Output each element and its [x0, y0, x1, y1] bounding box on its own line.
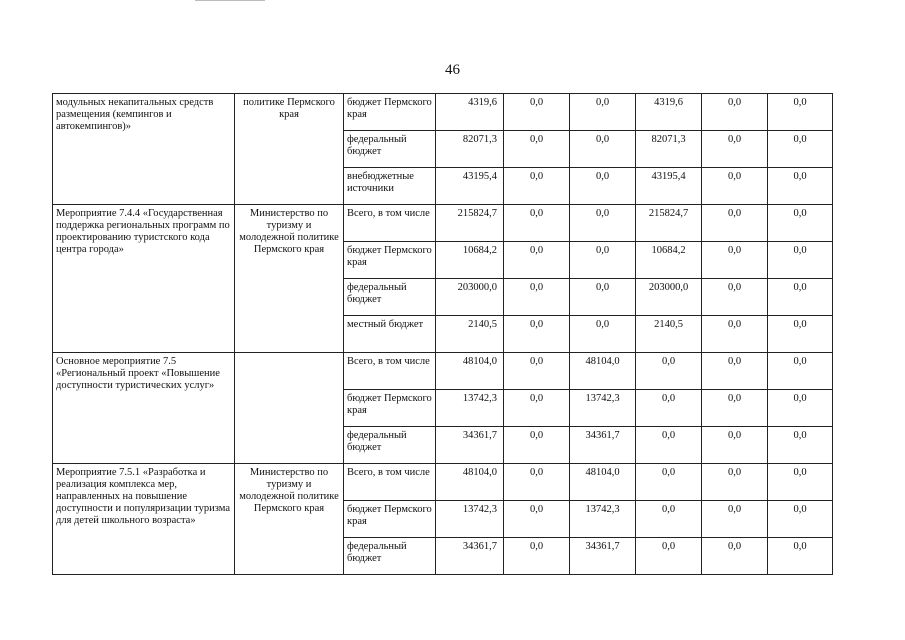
executor-cell: политике Пермского края: [235, 94, 344, 205]
amount-cell: 0,0: [768, 94, 833, 131]
amount-cell: 0,0: [504, 131, 570, 168]
amount-cell: 0,0: [702, 242, 768, 279]
amount-cell: 0,0: [636, 538, 702, 575]
amount-cell: 0,0: [768, 168, 833, 205]
amount-cell: 82071,3: [436, 131, 504, 168]
funding-source-cell: местный бюджет: [344, 316, 436, 353]
funding-source-cell: Всего, в том числе: [344, 464, 436, 501]
amount-cell: 0,0: [570, 316, 636, 353]
amount-cell: 2140,5: [636, 316, 702, 353]
scan-artifact-line: [195, 0, 265, 1]
amount-cell: 0,0: [570, 131, 636, 168]
executor-cell: Министерство по туризму и молодежной политике Пермского края: [235, 205, 344, 353]
amount-cell: 0,0: [636, 390, 702, 427]
activity-name-cell: Мероприятие 7.5.1 «Разработка и реализация комплекса мер, направленных на повышение доступности и популяризации туризма для детей школьного возраста»: [53, 464, 235, 575]
amount-cell: 0,0: [570, 94, 636, 131]
amount-cell: 0,0: [570, 242, 636, 279]
amount-cell: 0,0: [504, 538, 570, 575]
amount-cell: 82071,3: [636, 131, 702, 168]
activity-name-cell: Основное мероприятие 7.5 «Региональный проект «Повышение доступности туристических услуг»: [53, 353, 235, 464]
executor-cell: Министерство по туризму и молодежной политике Пермского края: [235, 464, 344, 575]
amount-cell: 0,0: [570, 205, 636, 242]
amount-cell: 4319,6: [436, 94, 504, 131]
amount-cell: 10684,2: [436, 242, 504, 279]
amount-cell: 0,0: [702, 390, 768, 427]
amount-cell: 0,0: [702, 205, 768, 242]
amount-cell: 0,0: [702, 464, 768, 501]
amount-cell: 0,0: [702, 501, 768, 538]
amount-cell: 0,0: [504, 242, 570, 279]
amount-cell: 13742,3: [570, 390, 636, 427]
table-row: [53, 94, 833, 131]
funding-source-cell: бюджет Пермского края: [344, 390, 436, 427]
amount-cell: 0,0: [570, 279, 636, 316]
amount-cell: 34361,7: [570, 427, 636, 464]
amount-cell: 0,0: [570, 168, 636, 205]
amount-cell: 203000,0: [436, 279, 504, 316]
funding-source-cell: федеральный бюджет: [344, 427, 436, 464]
page-number: 46: [445, 62, 460, 78]
amount-cell: 0,0: [702, 316, 768, 353]
funding-source-cell: бюджет Пермского края: [344, 501, 436, 538]
amount-cell: 4319,6: [636, 94, 702, 131]
activity-name-cell: Мероприятие 7.4.4 «Государственная поддержка региональных программ по проектированию туристского кода центра города»: [53, 205, 235, 353]
funding-source-cell: федеральный бюджет: [344, 538, 436, 575]
amount-cell: 10684,2: [636, 242, 702, 279]
funding-source-cell: федеральный бюджет: [344, 279, 436, 316]
funding-source-cell: Всего, в том числе: [344, 353, 436, 390]
budget-table: [52, 93, 833, 575]
amount-cell: 0,0: [768, 353, 833, 390]
amount-cell: 2140,5: [436, 316, 504, 353]
amount-cell: 215824,7: [436, 205, 504, 242]
amount-cell: 0,0: [504, 427, 570, 464]
amount-cell: 0,0: [504, 205, 570, 242]
amount-cell: 0,0: [636, 353, 702, 390]
amount-cell: 0,0: [768, 538, 833, 575]
amount-cell: 0,0: [768, 205, 833, 242]
amount-cell: 0,0: [768, 464, 833, 501]
activity-name-cell: модульных некапитальных средств размещения (кемпингов и автокемпингов)»: [53, 94, 235, 205]
funding-source-cell: Всего, в том числе: [344, 205, 436, 242]
amount-cell: 0,0: [504, 279, 570, 316]
funding-source-cell: бюджет Пермского края: [344, 94, 436, 131]
amount-cell: 0,0: [702, 94, 768, 131]
amount-cell: 0,0: [636, 501, 702, 538]
funding-source-cell: внебюджетные источники: [344, 168, 436, 205]
amount-cell: 0,0: [702, 538, 768, 575]
amount-cell: 34361,7: [570, 538, 636, 575]
amount-cell: 0,0: [768, 131, 833, 168]
amount-cell: 0,0: [504, 390, 570, 427]
amount-cell: 203000,0: [636, 279, 702, 316]
amount-cell: 0,0: [504, 353, 570, 390]
amount-cell: 0,0: [702, 427, 768, 464]
amount-cell: 0,0: [702, 168, 768, 205]
amount-cell: 0,0: [504, 501, 570, 538]
amount-cell: 48104,0: [570, 464, 636, 501]
amount-cell: 215824,7: [636, 205, 702, 242]
funding-source-cell: бюджет Пермского края: [344, 242, 436, 279]
amount-cell: 34361,7: [436, 427, 504, 464]
amount-cell: 0,0: [768, 390, 833, 427]
amount-cell: 13742,3: [436, 390, 504, 427]
table-row: [53, 205, 833, 242]
amount-cell: 0,0: [768, 501, 833, 538]
amount-cell: 0,0: [768, 279, 833, 316]
amount-cell: 0,0: [768, 242, 833, 279]
funding-source-cell: федеральный бюджет: [344, 131, 436, 168]
amount-cell: 0,0: [504, 168, 570, 205]
amount-cell: 0,0: [702, 279, 768, 316]
amount-cell: 0,0: [768, 427, 833, 464]
executor-cell: [235, 353, 344, 464]
amount-cell: 43195,4: [436, 168, 504, 205]
amount-cell: 0,0: [504, 94, 570, 131]
amount-cell: 48104,0: [436, 353, 504, 390]
table-body: [53, 94, 833, 575]
amount-cell: 43195,4: [636, 168, 702, 205]
amount-cell: 0,0: [702, 353, 768, 390]
amount-cell: 48104,0: [436, 464, 504, 501]
amount-cell: 0,0: [636, 464, 702, 501]
amount-cell: 0,0: [636, 427, 702, 464]
table-row: [53, 353, 833, 390]
amount-cell: 34361,7: [436, 538, 504, 575]
amount-cell: 0,0: [768, 316, 833, 353]
amount-cell: 0,0: [504, 316, 570, 353]
amount-cell: 48104,0: [570, 353, 636, 390]
amount-cell: 13742,3: [570, 501, 636, 538]
table-row: [53, 464, 833, 501]
amount-cell: 0,0: [702, 131, 768, 168]
amount-cell: 0,0: [504, 464, 570, 501]
amount-cell: 13742,3: [436, 501, 504, 538]
